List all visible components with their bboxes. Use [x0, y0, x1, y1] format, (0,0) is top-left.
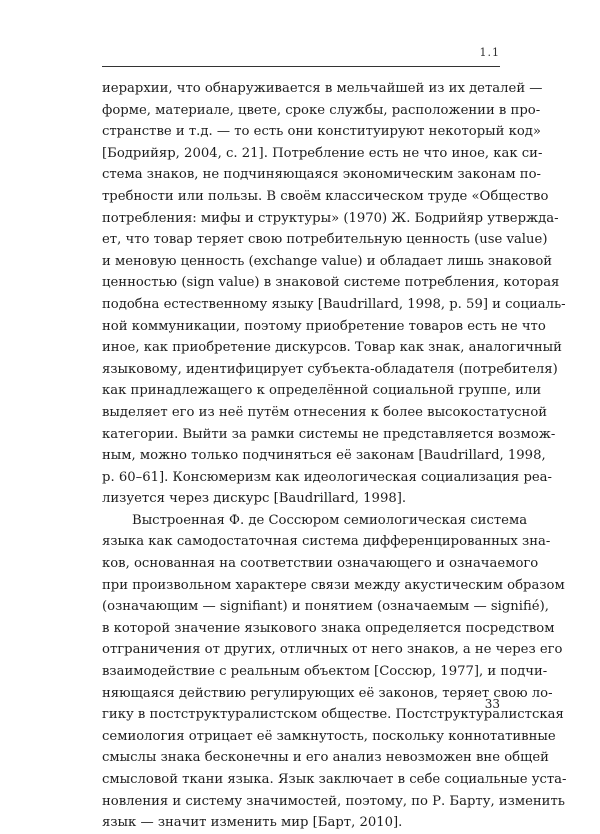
- text-line: лизуется через дискурс [Baudrillard, 1998].: [102, 491, 407, 507]
- text-line: языковому, идентифицирует субъекта-обладателя (потребителя): [102, 361, 558, 377]
- text-line: категории. Выйти за рамки системы не представляется возмож-: [102, 426, 556, 442]
- text-line: Выстроенная Ф. де Соссюром семиологическая система: [132, 512, 528, 528]
- text-line: языка как самодостаточная система дифференцированных зна-: [102, 534, 551, 550]
- header-rule: [102, 66, 500, 67]
- text-line: отграничения от других, отличных от него знаков, а не через его: [102, 642, 563, 658]
- body-text: [102, 78, 567, 834]
- text-line: требности или пользы. В своём классическом труде «Общество: [102, 188, 549, 204]
- text-line: иерархии, что обнаруживается в мельчайшей из их деталей —: [102, 81, 543, 96]
- running-head-section-number: 1.1: [479, 46, 500, 59]
- text-line: ной коммуникации, поэтому приобретение товаров есть не что: [102, 318, 546, 334]
- text-line: ков, основанная на соответствии означающего и означаемого: [102, 556, 539, 572]
- text-line: подобна естественному языку [Baudrillard, 1998, p. 59] и социаль-: [102, 296, 566, 312]
- text-line: странстве и т.д. — то есть они конституируют некоторый код»: [102, 124, 541, 140]
- text-line: и меновую ценность (exchange value) и обладает лишь знаковой: [102, 253, 553, 269]
- text-line: смысловой ткани языка. Язык заключает в себе социальные уста-: [102, 772, 567, 787]
- page-number: 33: [484, 697, 500, 711]
- paragraph-1: [102, 78, 566, 510]
- text-line: семиология отрицает её замкнутость, поскольку коннотативные: [102, 728, 556, 744]
- text-line: иное, как приобретение дискурсов. Товар как знак, аналогичный: [102, 340, 562, 356]
- text-line: в которой значение языкового знака определяется посредством: [102, 620, 555, 636]
- text-line: при произвольном характере связи между акустическим образом: [102, 577, 565, 593]
- text-line: новления и систему значимостей, поэтому, по Р. Барту, изменить: [102, 793, 565, 809]
- text-line: форме, материале, цвете, сроке службы, расположении в про-: [102, 102, 541, 118]
- text-line: выделяет его из неё путём отнесения к более высокостатусной: [102, 404, 548, 420]
- text-line: как принадлежащего к определённой социальной группе, или: [102, 383, 542, 399]
- paragraph-2: [102, 510, 567, 834]
- text-line: ет, что товар теряет свою потребительную ценность (use value): [102, 232, 548, 248]
- text-line: (означающим — signifiant) и понятием (означаемым — signifié),: [102, 599, 549, 615]
- text-line: потребления: мифы и структуры» (1970) Ж. Бодрийяр утвержда-: [102, 210, 559, 226]
- text-line: язык — значит изменить мир [Барт, 2010].: [102, 815, 403, 831]
- text-line: смыслы знака бесконечны и его анализ невозможен вне общей: [102, 750, 549, 766]
- text-line: гику в постструктуралистском обществе. Постструктуралистская: [102, 707, 564, 723]
- text-line: няющаяся действию регулирующих её законов, теряет свою ло-: [102, 685, 553, 701]
- text-line: [Бодрийяр, 2004, с. 21]. Потребление есть не что иное, как си-: [102, 145, 543, 161]
- text-line: ным, можно только подчиняться её законам [Baudrillard, 1998,: [102, 448, 546, 464]
- text-line: взаимодействие с реальным объектом [Соссюр, 1977], и подчи-: [102, 664, 548, 680]
- text-line: стема знаков, не подчиняющаяся экономическим законам по-: [102, 167, 541, 183]
- text-line: p. 60–61]. Консюмеризм как идеологическая социализация реа-: [102, 469, 553, 485]
- text-line: ценностью (sign value) в знаковой системе потребления, которая: [102, 275, 560, 291]
